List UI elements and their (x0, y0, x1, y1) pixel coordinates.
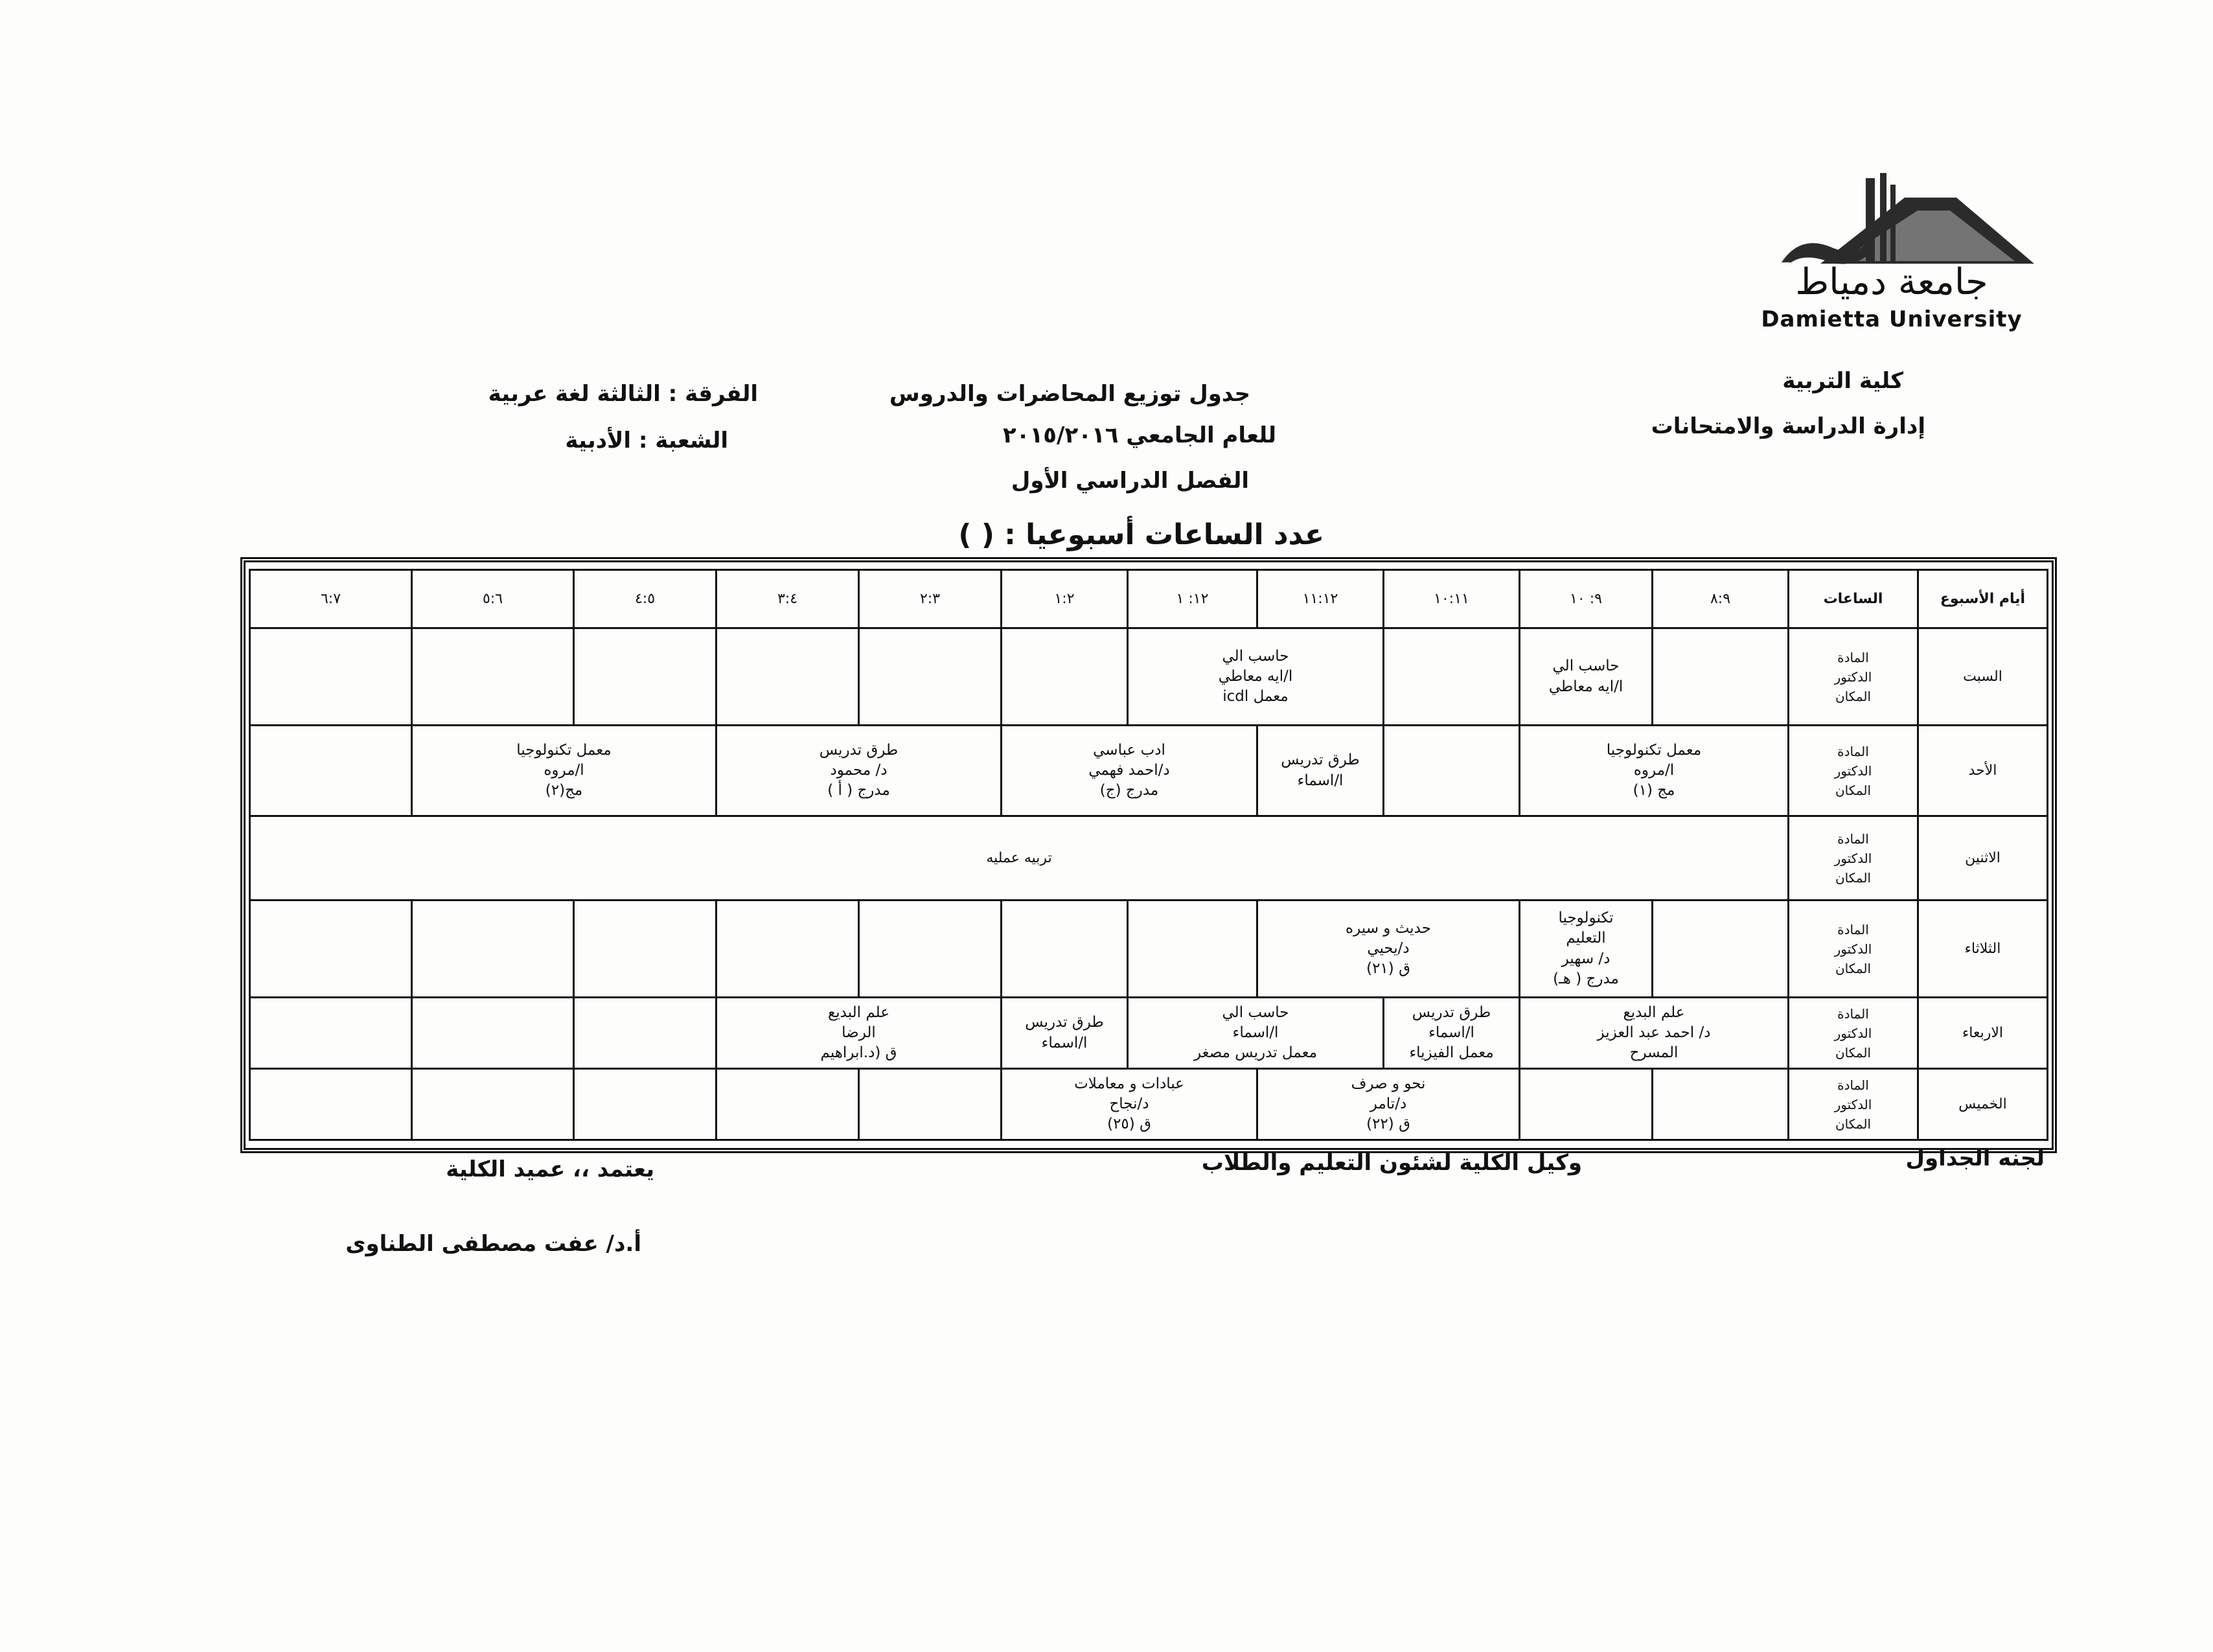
university-logo (1743, 172, 2041, 334)
time-slot: ١:٢ (1002, 570, 1128, 628)
empty-cell (1002, 901, 1128, 998)
table-row-saturday (250, 628, 2048, 726)
empty-cell (250, 1069, 412, 1140)
table-row-thursday (250, 1069, 2048, 1140)
time-slot: ١٠:١١ (1384, 570, 1520, 628)
days-header: أيام الأسبوع (1918, 570, 2048, 628)
row-labels: المادة الدكتور المكان (1789, 1069, 1918, 1140)
empty-cell (1002, 628, 1128, 726)
class-cell: حاسب الي ا/ايه معاطي معمل icdl (1128, 628, 1384, 726)
row-labels: المادة الدكتور المكان (1789, 726, 1918, 816)
row-labels: المادة الدكتور المكان (1789, 816, 1918, 901)
class-cell: طرق تدريس د/ محمود مدرج ( أ ) (717, 726, 1002, 816)
class-cell: طرق تدريس ا/اسماء (1257, 726, 1384, 816)
empty-cell (574, 1069, 717, 1140)
row-labels: المادة الدكتور المكان (1789, 901, 1918, 998)
class-cell: معمل تكنولوجيا ا/مروه مج (١) (1520, 726, 1789, 816)
class-cell: معمل تكنولوجيا ا/مروه مج(٢) (412, 726, 717, 816)
hours-header: الساعات (1789, 570, 1918, 628)
empty-cell (250, 901, 412, 998)
university-name-ar: جامعة دمياط (1795, 261, 1988, 303)
time-slot: ٨:٩ (1653, 570, 1789, 628)
table-row-sunday (250, 726, 2048, 816)
time-slot: ٦:٧ (250, 570, 412, 628)
time-slot: ٤:٥ (574, 570, 717, 628)
weekly-hours: عدد الساعات أسبوعيا : ( ) (958, 518, 1324, 551)
class-cell: طرق تدريس ا/اسماء معمل الفيزياء (1384, 998, 1520, 1069)
empty-cell (717, 901, 859, 998)
dean-approval: يعتمد ،، عميد الكلية (446, 1156, 654, 1182)
empty-cell (1653, 1069, 1789, 1140)
empty-cell (574, 628, 717, 726)
empty-cell (574, 998, 717, 1069)
table-row-monday (250, 816, 2048, 901)
class-cell: علم البديع الرضا ق (د.ابراهيم (717, 998, 1002, 1069)
damietta-university-logo-icon (1743, 172, 2041, 269)
university-name-en: Damietta University (1761, 306, 2023, 332)
vice-dean-signature: وكيل الكلية لشئون التعليم والطلاب (1201, 1150, 1582, 1176)
empty-cell (412, 628, 574, 726)
department-name: إدارة الدراسة والامتحانات (1651, 413, 1925, 439)
class-cell: تكنولوجيا التعليم د/ سهير مدرج ( هـ) (1520, 901, 1653, 998)
empty-cell (250, 628, 412, 726)
time-slot: ١١:١٢ (1257, 570, 1384, 628)
academic-year: للعام الجامعي ٢٠١٥/٢٠١٦ (1003, 422, 1276, 448)
empty-cell (859, 901, 1002, 998)
empty-cell (859, 628, 1002, 726)
class-cell: ادب عباسي د/احمد فهمي مدرج (ج) (1002, 726, 1257, 816)
faculty-name: كلية التربية (1782, 368, 1903, 394)
table-row-wednesday (250, 998, 2048, 1069)
empty-cell (1384, 726, 1520, 816)
empty-cell (574, 901, 717, 998)
time-slot: ٢:٣ (859, 570, 1002, 628)
class-cell: نحو و صرف د/تامر ق (٢٢) (1257, 1069, 1520, 1140)
class-cell: حاسب الي ا/ايه معاطي (1520, 628, 1653, 726)
day-label: الاثنين (1918, 816, 2048, 901)
empty-cell (859, 1069, 1002, 1140)
semester: الفصل الدراسي الأول (1011, 468, 1249, 494)
empty-cell (412, 1069, 574, 1140)
committee-signature: لجنه الجداول (1905, 1145, 2045, 1171)
day-label: الثلاثاء (1918, 901, 2048, 998)
empty-cell (250, 998, 412, 1069)
schedule-title: جدول توزيع المحاضرات والدروس (889, 381, 1250, 407)
empty-cell (1384, 628, 1520, 726)
class-cell: طرق تدريس ا/اسماء (1002, 998, 1128, 1069)
practical-training-cell: تربيه عمليه (250, 816, 1789, 901)
header-row (250, 570, 2048, 628)
empty-cell (250, 726, 412, 816)
empty-cell (717, 628, 859, 726)
time-slot: ١٢: ١ (1128, 570, 1257, 628)
day-label: السبت (1918, 628, 2048, 726)
class-cell: علم البديع د/ احمد عبد العزيز المسرح (1520, 998, 1789, 1069)
day-label: الأحد (1918, 726, 2048, 816)
class-cell: حاسب الي ا/اسماء معمل تدريس مصغر (1128, 998, 1384, 1069)
class-cell: عبادات و معاملات د/نجاح ق (٢٥) (1002, 1069, 1257, 1140)
empty-cell (1128, 901, 1257, 998)
group-label: الفرقة : الثالثة لغة عربية (488, 381, 758, 407)
day-label: الاربعاء (1918, 998, 2048, 1069)
empty-cell (412, 998, 574, 1069)
row-labels: المادة الدكتور المكان (1789, 998, 1918, 1069)
time-slot: ٥:٦ (412, 570, 574, 628)
day-label: الخميس (1918, 1069, 2048, 1140)
empty-cell (1520, 1069, 1653, 1140)
schedule-table (249, 569, 2048, 1141)
row-labels: المادة الدكتور المكان (1789, 628, 1918, 726)
table-row-tuesday (250, 901, 2048, 998)
empty-cell (1653, 628, 1789, 726)
empty-cell (717, 1069, 859, 1140)
time-slot: ٣:٤ (717, 570, 859, 628)
dean-name: أ.د/ عفت مصطفى الطناوى (345, 1231, 641, 1257)
empty-cell (412, 901, 574, 998)
time-slot: ٩: ١٠ (1520, 570, 1653, 628)
class-cell: حديث و سيره د/يحيي ق (٢١) (1257, 901, 1520, 998)
empty-cell (1653, 901, 1789, 998)
division-label: الشعبة : الأدبية (565, 428, 728, 453)
